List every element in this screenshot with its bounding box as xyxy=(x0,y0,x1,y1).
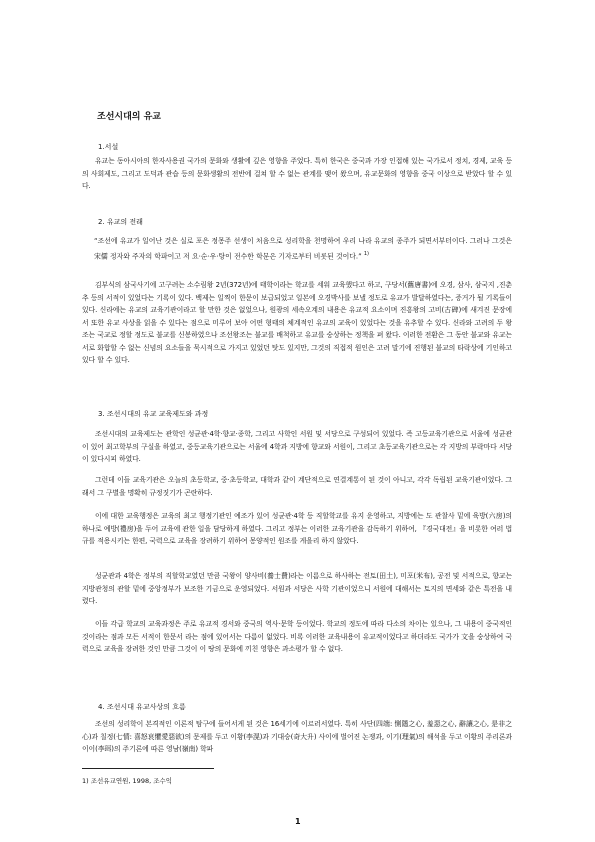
section-heading-introduction: 1.서설 xyxy=(98,143,119,151)
footnote-separator xyxy=(82,768,214,769)
paragraph-education-4: 성균관과 4학은 정부의 직할학교였던 만큼 국왕이 양사비(養士費)라는 이름으로 하사하는 전토(田土), 미포(米布), 공전 및 서적으로, 향교는 지방관청의 관할 밑에 중앙정부가 보조한 기금으로 운영되었다. 서원과 서당은 사학 기관이었으니 서원에 대해서는 토지의 면세와 같은 특전을 내렸다. xyxy=(82,572,512,605)
section-heading-education-system: 3. 조선시대의 유교 교육제도와 과정 xyxy=(98,410,209,418)
paragraph-education-1: 조선시대의 교육제도는 관학인 성균관·4학·향교·종학, 그리고 사학인 서원 및 서당으로 구성되어 있었다. 즉 고등교육기관으로 서울에 성균관이 있어 최고학부의 구실을 하였고, 중등교육기관으로는 서울에 4학과 지방에 향교와 서원이, 그리고 초등교육기관으로는 각 지방의 부락마다 서당이 있다시피 하였다. xyxy=(82,430,512,463)
paragraph-transmission: 김부식의 삼국사기에 고구려는 소수림왕 2년(372년)에 태학이라는 학교를 세워 교육했다고 하고, 구당서(舊唐書)에 오경, 삼사, 삼국지 ,진춘추 등의 서적이 있었다는 기록이 있다. 백제는 일찍이 한문이 보급되었고 일본에 오경박사를 보낼 정도로 유교가 발달하였다는, 증거가 될 기록들이 있다. 신라에는 유교의 교육기관이라고 할 만한 것은 없었으나, 원광의 세속오계의 내용은 유교적 요소이며 진흥왕의 고비(古碑)에 새겨진 문장에서 또한 유교 사상을 읽을 수 있다는 점으로 미루어 보아 어떤 형태의 체계적인 유교의 교육이 있었다는 것을 유추할 수 있다. 신라와 고려의 두 왕조는 국교로 정할 정도로 불교를 신봉하였으나 조선왕조는 불교를 배척하고 유교를 숭상하는 정책을 펴 왔다. 이러한 전환은 그 동안 불교와 유교는 서로 화합할 수 없는 신념의 요소들을 묵시적으로 가지고 있었던 탓도 있지만, 그것의 직접적 원인은 고려 말기에 진행된 불교의 타락상에 기인하고 있다 할 수 있다. xyxy=(82,281,512,364)
section-heading-thought-flow: 4. 조선시대 유교사상의 흐름 xyxy=(98,703,186,711)
quotation-block xyxy=(94,235,512,262)
paragraph-education-2: 그런데 이들 교육기관은 오늘의 초등학교, 중·초등학교, 대학과 같이 계단적으로 연결계통이 된 것이 아니고, 각각 독립된 교육기관이었다. 그래서 그 구별을 명확히 규정짓기가 곤란하다. xyxy=(82,476,512,497)
quotation-text: “조선에 유교가 일어난 것은 실로 포은 정몽주 선생이 처음으로 성리학을 천명하여 우리 나라 유교의 종주가 되면서부터이다. 그러나 그것은 宋儒 정자와 주자의 학파이고 저 요·순·우·탕이 전수한 학문은 기자로부터 비롯된 것이다.” xyxy=(94,237,512,260)
page-number: 1 xyxy=(295,817,301,826)
document-title: 조선시대의 유교 xyxy=(97,112,161,122)
footnote: 1) 조선유교연원, 1998, 조수익 xyxy=(82,777,173,785)
paragraph-education-5: 이들 각급 학교의 교육과정은 주로 유교적 경서와 중국의 역사·문학 등이었다. 학교의 정도에 따라 다소의 차이는 있으나, 그 내용이 중국적인 것이라는 점과 모든 서적이 한문서 라는 점에 있어서는 다름이 없었다. 비록 이러한 교육내용이 유교적이었다고 하더라도 국가가 文을 숭상하여 국력으로 교육을 장려한 것인 만큼 그것이 이 땅의 문화에 끼친 영향은 과소평가 할 수 없다. xyxy=(82,620,512,653)
paragraph-education-3: 이에 대한 교육행정은 교육의 최고 행정기관인 예조가 있어 성균관·4학 등 직할학교를 유지 운영하고, 지방에는 도 관찰사 밑에 육방(六房)의 하나로 예방(禮房)을 두어 교육에 관한 일을 담당하게 하였다. 그리고 정부는 이러한 교육기관을 감독하기 위하여, 『경국대전』을 비롯한 여러 법규를 적용시키는 한편, 국력으로 교육을 장려하기 위하여 몽양적인 원조를 게을리 하지 않았다. xyxy=(82,512,512,545)
footnote-reference: 1) xyxy=(363,250,370,257)
section-heading-transmission: 2. 유교의 전래 xyxy=(98,218,143,226)
paragraph-introduction: 유교는 동아시아의 한자사용권 국가의 문화와 생활에 깊은 영향을 주었다. 특히 한국은 중국과 가장 인접해 있는 국가로서 정치, 경제, 교육 등의 사회제도, 그리고 도덕과 관습 등의 문화생활의 전반에 걸쳐 할 수 없는 관계를 맺어 왔으며, 유교문화의 영향을 중국 이상으로 받았다 할 수 있다. xyxy=(82,157,512,190)
paragraph-thought-flow: 조선의 성리학이 본격적인 이론적 탐구에 들어서게 된 것은 16세기에 이르러서였다. 특히 사단(四端: 惻隱之心, 羞惡之心, 辭讓之心, 是非之心)과 칠정(七情: 喜怒哀懼愛惡欲)의 문제를 두고 이황(李滉)과 기대승(奇大升) 사이에 벌어진 논쟁과, 이기(理氣)의 해석을 두고 이황의 주리론과 이이(李珥)의 주기론에 따른 영남(嶺南) 학파 xyxy=(82,720,512,753)
